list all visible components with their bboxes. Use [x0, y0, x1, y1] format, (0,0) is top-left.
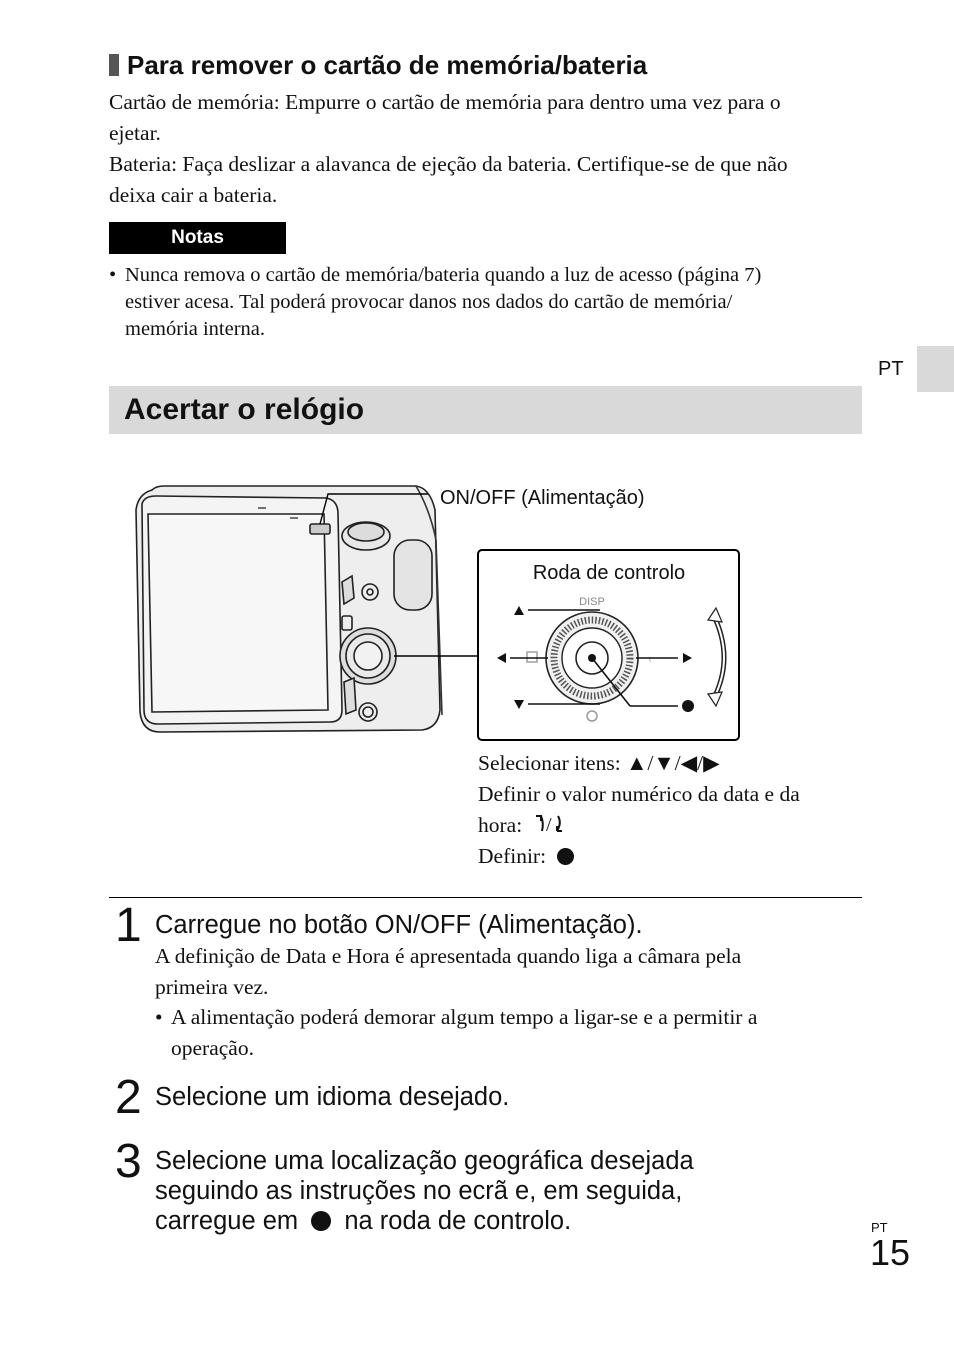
legend-set-value-line2 — [478, 810, 566, 841]
step-title-line3 — [155, 1206, 571, 1236]
center-button-icon — [682, 700, 694, 712]
step-title: Selecione uma localização geográfica desejada — [155, 1147, 694, 1175]
step-number: 2 — [115, 1071, 142, 1124]
step-number: 3 — [115, 1135, 142, 1188]
bullet-icon: • — [109, 264, 117, 286]
remove-paragraph-line: Cartão de memória: Empurre o cartão de memória para dentro uma vez para o — [109, 90, 781, 114]
step-number: 1 — [115, 899, 142, 952]
camera-diagram — [130, 470, 750, 755]
notes-line: memória interna. — [125, 318, 266, 340]
center-button-icon — [557, 848, 574, 865]
step-bullet-line: operação. — [171, 1036, 254, 1060]
step-bullet-line: A alimentação poderá demorar algum tempo a ligar-se e a permitir a — [171, 1005, 758, 1029]
language-side-tab — [917, 346, 954, 392]
legend-set-text: Definir: — [478, 844, 547, 868]
page-lang-code: PT — [871, 1220, 888, 1235]
step-desc: primeira vez. — [155, 975, 269, 999]
language-side-label: PT — [878, 358, 904, 380]
step-bullet — [155, 1002, 855, 1064]
page-number: 15 — [870, 1232, 911, 1273]
notes-line: estiver acesa. Tal poderá provocar danos nos dados do cartão de memória/ — [125, 291, 733, 313]
bullet-icon: • — [155, 1005, 163, 1029]
subsection-heading — [109, 50, 647, 81]
rotate-wheel-icon — [532, 813, 566, 835]
notes-label: Notas — [109, 222, 286, 254]
legend-set-value: Definir o valor numérico da data e da — [478, 782, 800, 806]
onoff-label: ON/OFF (Alimentação) — [440, 487, 645, 509]
legend-select: Selecionar itens: ▲/▼/◀/▶ — [478, 751, 720, 775]
wheel-label: Roda de controlo — [532, 562, 686, 584]
heading-marker-icon — [109, 54, 119, 76]
step-title: Selecione um idioma desejado. — [155, 1083, 510, 1111]
remove-paragraph-line: ejetar. — [109, 121, 161, 145]
step-title: Carregue no botão ON/OFF (Alimentação). — [155, 911, 643, 939]
step-title: seguindo as instruções no ecrã e, em seguida, — [155, 1177, 683, 1205]
section-divider — [109, 897, 862, 898]
svg-text:/: / — [545, 814, 552, 835]
remove-paragraph-line: Bateria: Faça deslizar a alavanca de ejeção da bateria. Certifique-se de que não — [109, 152, 788, 176]
macro-icon: ᚲ — [646, 652, 654, 667]
notes-bullet — [109, 262, 849, 343]
camera-illustration-icon — [136, 486, 442, 732]
step-title-text: carregue em — [155, 1207, 299, 1235]
center-button-icon — [311, 1211, 331, 1231]
legend-set-value-text: hora: — [478, 813, 523, 837]
legend-set — [478, 841, 574, 872]
section-title: Acertar o relógio — [124, 393, 365, 426]
step-desc: A definição de Data e Hora é apresentada quando liga a câmara pela — [155, 944, 742, 968]
notes-line: Nunca remova o cartão de memória/bateria quando a luz de acesso (página 7) — [125, 264, 762, 286]
remove-paragraph-line: deixa cair a bateria. — [109, 183, 278, 207]
subsection-heading-text: Para remover o cartão de memória/bateria — [127, 50, 648, 80]
disp-label: DISP — [579, 596, 605, 608]
step-title-text: na roda de controlo. — [344, 1207, 572, 1235]
